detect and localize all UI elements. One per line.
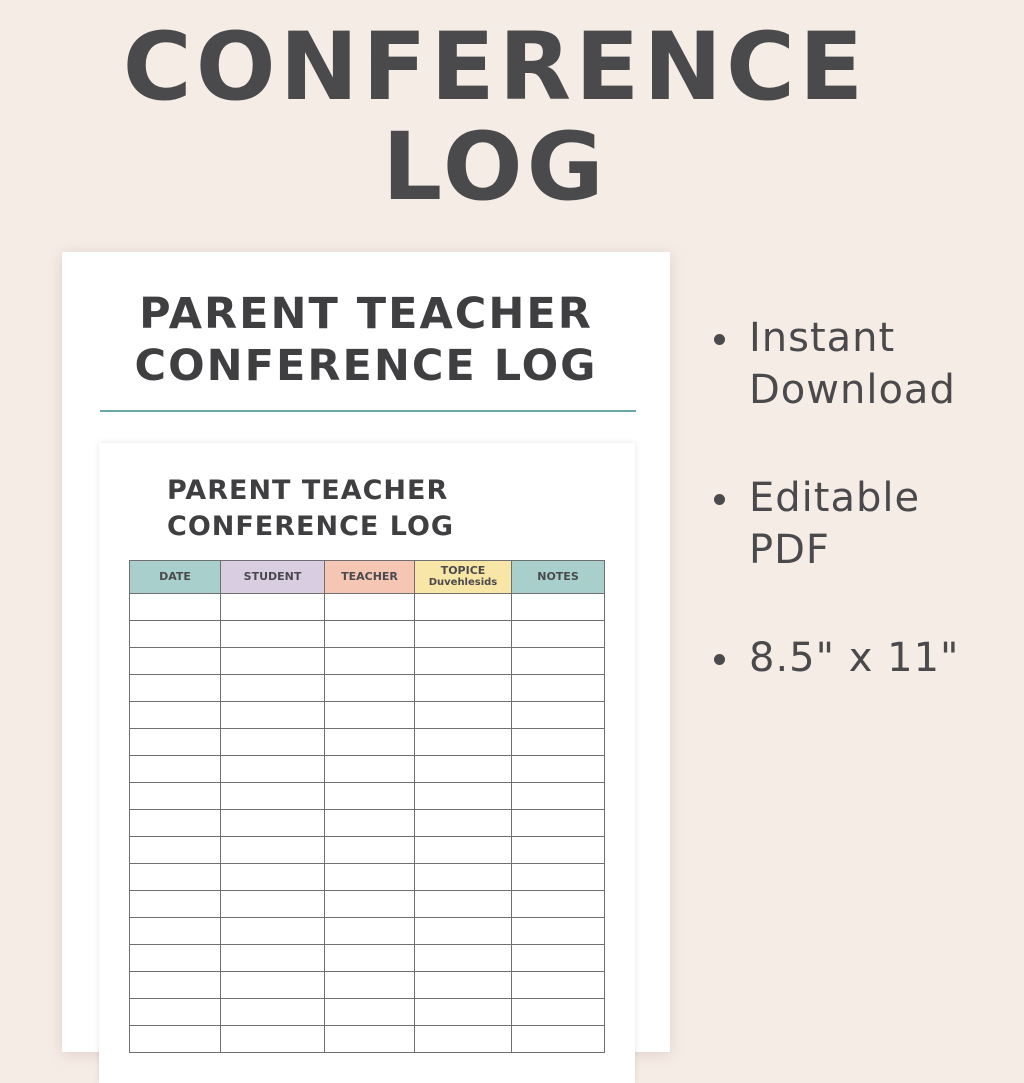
- table-row: [130, 648, 605, 675]
- inner-log-card: [99, 443, 635, 1083]
- feature-item-editable: Editable PDF: [712, 472, 959, 576]
- table-cell[interactable]: [130, 810, 221, 837]
- table-cell[interactable]: [221, 864, 325, 891]
- banner-title: [0, 13, 990, 222]
- table-cell[interactable]: [512, 1026, 605, 1053]
- table-cell[interactable]: [415, 891, 512, 918]
- table-cell[interactable]: [415, 783, 512, 810]
- table-row: [130, 729, 605, 756]
- notes-column-header: NOTES: [512, 561, 605, 594]
- table-row: [130, 810, 605, 837]
- table-cell[interactable]: [325, 1026, 415, 1053]
- table-cell[interactable]: [512, 972, 605, 999]
- table-cell[interactable]: [415, 972, 512, 999]
- table-cell[interactable]: [325, 999, 415, 1026]
- table-cell[interactable]: [130, 999, 221, 1026]
- table-row: [130, 864, 605, 891]
- table-cell[interactable]: [221, 972, 325, 999]
- table-cell[interactable]: [221, 729, 325, 756]
- table-cell[interactable]: [415, 999, 512, 1026]
- inner-title: [167, 473, 454, 545]
- table-cell[interactable]: [415, 648, 512, 675]
- table-cell[interactable]: [325, 648, 415, 675]
- date-column-header: DATE: [130, 561, 221, 594]
- table-row: [130, 702, 605, 729]
- sheet-title-line2: CONFERENCE LOG: [134, 341, 598, 391]
- table-cell[interactable]: [415, 837, 512, 864]
- table-cell[interactable]: [415, 729, 512, 756]
- table-cell[interactable]: [221, 891, 325, 918]
- inner-title-line1: PARENT TEACHER: [167, 475, 449, 506]
- table-cell[interactable]: [325, 729, 415, 756]
- table-cell[interactable]: [415, 1026, 512, 1053]
- table-cell[interactable]: [325, 810, 415, 837]
- table-cell[interactable]: [221, 675, 325, 702]
- table-cell[interactable]: [221, 621, 325, 648]
- table-cell[interactable]: [130, 756, 221, 783]
- table-cell[interactable]: [130, 729, 221, 756]
- table-cell[interactable]: [512, 729, 605, 756]
- table-cell[interactable]: [325, 891, 415, 918]
- table-row: [130, 783, 605, 810]
- bullet-dot-icon: [714, 494, 725, 505]
- table-cell[interactable]: [415, 864, 512, 891]
- table-cell[interactable]: [512, 891, 605, 918]
- table-row: [130, 1026, 605, 1053]
- printable-sheet: [62, 252, 670, 1052]
- table-cell[interactable]: [221, 1026, 325, 1053]
- conference-log-table: [129, 560, 605, 1053]
- table-row: [130, 837, 605, 864]
- table-cell[interactable]: [325, 594, 415, 621]
- table-cell[interactable]: [325, 675, 415, 702]
- table-cell[interactable]: [130, 891, 221, 918]
- table-cell[interactable]: [415, 702, 512, 729]
- table-cell[interactable]: [130, 864, 221, 891]
- table-cell[interactable]: [325, 621, 415, 648]
- table-cell[interactable]: [325, 837, 415, 864]
- table-cell[interactable]: [415, 810, 512, 837]
- table-cell[interactable]: [130, 648, 221, 675]
- table-body: [130, 594, 605, 1053]
- sheet-title-line1: PARENT TEACHER: [139, 289, 593, 339]
- table-cell[interactable]: [221, 810, 325, 837]
- bullet-dot-icon: [714, 334, 725, 345]
- table-cell[interactable]: [512, 594, 605, 621]
- table-cell[interactable]: [221, 945, 325, 972]
- table-cell[interactable]: [512, 810, 605, 837]
- topics-column-header: TOPICE Duvehlesids: [415, 561, 512, 594]
- table-cell[interactable]: [512, 837, 605, 864]
- table-cell[interactable]: [221, 648, 325, 675]
- feature-item-size: 8.5" x 11": [712, 632, 959, 684]
- teacher-column-header: TEACHER: [325, 561, 415, 594]
- banner-title-line1: CONFERENCE: [122, 13, 868, 122]
- table-row: [130, 972, 605, 999]
- table-cell[interactable]: [130, 621, 221, 648]
- table-cell[interactable]: [415, 594, 512, 621]
- table-cell[interactable]: [221, 783, 325, 810]
- table-cell[interactable]: [221, 999, 325, 1026]
- table-cell[interactable]: [512, 864, 605, 891]
- title-divider: [100, 410, 636, 412]
- table-cell[interactable]: [512, 702, 605, 729]
- table-cell[interactable]: [130, 945, 221, 972]
- table-cell[interactable]: [130, 1026, 221, 1053]
- table-cell[interactable]: [415, 756, 512, 783]
- table-cell[interactable]: [325, 756, 415, 783]
- table-cell[interactable]: [325, 972, 415, 999]
- table-row: [130, 621, 605, 648]
- table-cell[interactable]: [325, 702, 415, 729]
- table-row: [130, 594, 605, 621]
- table-cell[interactable]: [221, 702, 325, 729]
- feature-item-download: Instant Download: [712, 312, 959, 416]
- table-row: [130, 756, 605, 783]
- table-cell[interactable]: [130, 702, 221, 729]
- banner-title-line2: LOG: [382, 113, 608, 222]
- feature-list: [712, 312, 959, 684]
- table-cell[interactable]: [130, 918, 221, 945]
- table-row: [130, 918, 605, 945]
- table-cell[interactable]: [130, 594, 221, 621]
- table-header-row: [130, 561, 605, 594]
- student-column-header: STUDENT: [221, 561, 325, 594]
- table-cell[interactable]: [325, 945, 415, 972]
- table-cell[interactable]: [130, 675, 221, 702]
- bullet-dot-icon: [714, 654, 725, 665]
- table-cell[interactable]: [512, 945, 605, 972]
- table-cell[interactable]: [512, 621, 605, 648]
- table-cell[interactable]: [130, 783, 221, 810]
- table-cell[interactable]: [221, 837, 325, 864]
- table-row: [130, 675, 605, 702]
- sheet-title: [62, 288, 670, 392]
- table-row: [130, 999, 605, 1026]
- table-cell[interactable]: [512, 756, 605, 783]
- table-cell[interactable]: [221, 594, 325, 621]
- table-cell[interactable]: [512, 918, 605, 945]
- table-cell[interactable]: [415, 621, 512, 648]
- table-cell[interactable]: [221, 756, 325, 783]
- table-cell[interactable]: [221, 918, 325, 945]
- table-cell[interactable]: [325, 918, 415, 945]
- table-row: [130, 891, 605, 918]
- table-cell[interactable]: [325, 783, 415, 810]
- table-cell[interactable]: [512, 999, 605, 1026]
- table-cell[interactable]: [415, 675, 512, 702]
- table-cell[interactable]: [325, 864, 415, 891]
- table-cell[interactable]: [130, 972, 221, 999]
- table-cell[interactable]: [512, 648, 605, 675]
- table-cell[interactable]: [130, 837, 221, 864]
- inner-title-line2: CONFERENCE LOG: [167, 511, 455, 542]
- table-row: [130, 945, 605, 972]
- table-cell[interactable]: [512, 783, 605, 810]
- topics-column-subheader: Duvehlesids: [428, 577, 498, 588]
- table-cell[interactable]: [415, 918, 512, 945]
- table-cell[interactable]: [415, 945, 512, 972]
- table-cell[interactable]: [512, 675, 605, 702]
